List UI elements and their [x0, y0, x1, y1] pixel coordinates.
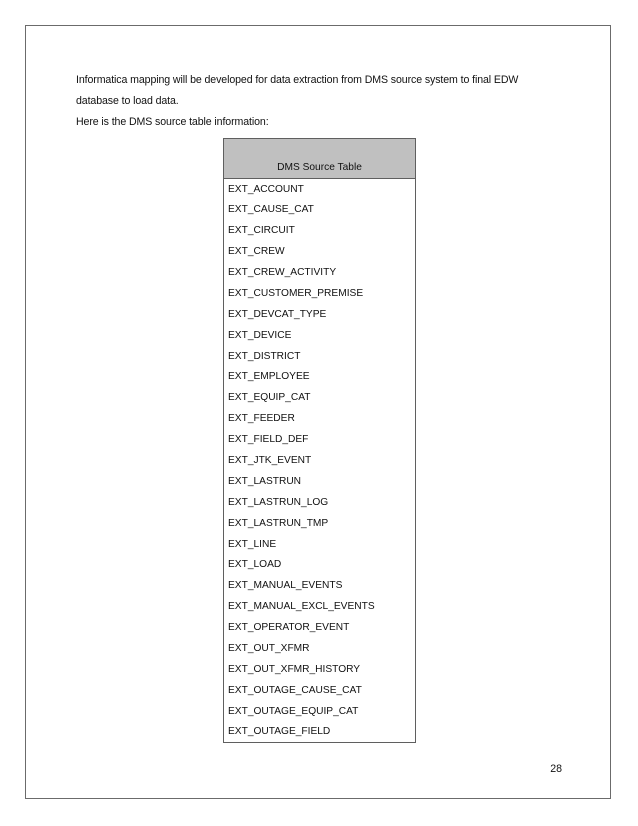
- table-cell: EXT_CUSTOMER_PREMISE: [224, 283, 416, 304]
- table-body: [224, 179, 416, 743]
- table-cell: EXT_LOAD: [224, 555, 416, 576]
- table-cell: EXT_CREW: [224, 241, 416, 262]
- table-header-row: [224, 139, 416, 179]
- table-cell: EXT_MANUAL_EVENTS: [224, 575, 416, 596]
- table-cell: EXT_OUTAGE_EQUIP_CAT: [224, 701, 416, 722]
- table-cell: EXT_OUT_XFMR: [224, 638, 416, 659]
- table-row: [224, 596, 416, 617]
- table-row: [224, 513, 416, 534]
- table-row: [224, 304, 416, 325]
- table-cell: EXT_LINE: [224, 534, 416, 555]
- table-cell: EXT_LASTRUN: [224, 471, 416, 492]
- table-cell: EXT_FEEDER: [224, 408, 416, 429]
- intro-text-line: Informatica mapping will be developed for data extraction from DMS source system to final EDW: [76, 74, 519, 86]
- table-cell: EXT_DEVICE: [224, 325, 416, 346]
- table-cell: EXT_CREW_ACTIVITY: [224, 262, 416, 283]
- intro-text-line: Here is the DMS source table information:: [76, 116, 269, 128]
- table-cell: EXT_JTK_EVENT: [224, 450, 416, 471]
- table-cell: EXT_OPERATOR_EVENT: [224, 617, 416, 638]
- table-row: [224, 408, 416, 429]
- table-row: [224, 283, 416, 304]
- table-row: [224, 179, 416, 200]
- table-cell: EXT_CIRCUIT: [224, 220, 416, 241]
- table-row: [224, 555, 416, 576]
- table-row: [224, 471, 416, 492]
- table-row: [224, 387, 416, 408]
- table-row: [224, 346, 416, 367]
- table-row: [224, 701, 416, 722]
- table-row: [224, 220, 416, 241]
- table-cell: EXT_CAUSE_CAT: [224, 199, 416, 220]
- table-row: [224, 429, 416, 450]
- table-row: [224, 492, 416, 513]
- table-cell: EXT_LASTRUN_TMP: [224, 513, 416, 534]
- table-row: [224, 575, 416, 596]
- table-row: [224, 450, 416, 471]
- table-cell: EXT_FIELD_DEF: [224, 429, 416, 450]
- page-number: 28: [550, 763, 562, 775]
- dms-source-table: [223, 138, 416, 743]
- table-row: [224, 367, 416, 388]
- table-row: [224, 722, 416, 743]
- table-cell: EXT_ACCOUNT: [224, 179, 416, 200]
- table-cell: EXT_LASTRUN_LOG: [224, 492, 416, 513]
- table-cell: EXT_EQUIP_CAT: [224, 387, 416, 408]
- table-row: [224, 680, 416, 701]
- table-cell: EXT_EMPLOYEE: [224, 367, 416, 388]
- table-row: [224, 325, 416, 346]
- table-cell: EXT_OUTAGE_FIELD: [224, 722, 416, 743]
- table-row: [224, 241, 416, 262]
- table-cell: EXT_OUT_XFMR_HISTORY: [224, 659, 416, 680]
- table-row: [224, 262, 416, 283]
- table-header-cell: DMS Source Table: [224, 139, 416, 179]
- table-cell: EXT_OUTAGE_CAUSE_CAT: [224, 680, 416, 701]
- table-row: [224, 638, 416, 659]
- table-cell: EXT_DEVCAT_TYPE: [224, 304, 416, 325]
- table-row: [224, 534, 416, 555]
- table-row: [224, 659, 416, 680]
- table-row: [224, 199, 416, 220]
- intro-text-line: database to load data.: [76, 95, 179, 107]
- table-row: [224, 617, 416, 638]
- table-cell: EXT_MANUAL_EXCL_EVENTS: [224, 596, 416, 617]
- table-cell: EXT_DISTRICT: [224, 346, 416, 367]
